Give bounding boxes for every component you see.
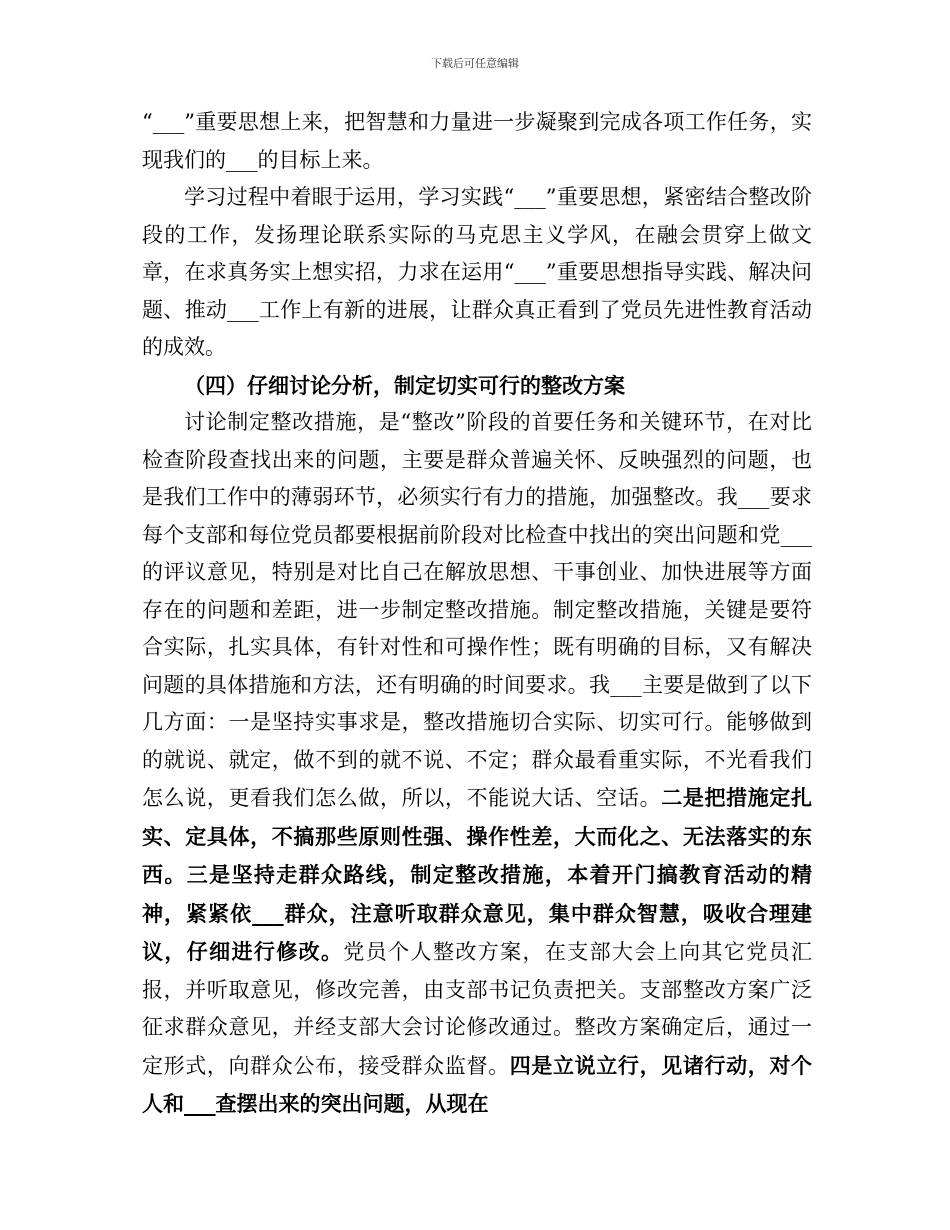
- paragraph-3-bold-a: 二是把措施定扎实、定具体，不搞那些原则性强、操作性差，大而化之、无法落实的东西。三是坚持走群众路线，制定整改措施，本着开门搞教育活动的精神，紧紧依___群众，注意听取群众意见，集中群众智慧，吸收合理建议，仔细进行修改。: [142, 785, 813, 964]
- document-body: [142, 104, 812, 1124]
- paragraph-3-text-b: 党员个人整改方案，在支部大会上向其它党员汇报，并听取意见，修改完善，由支部书记负责把关。支部整改方案广泛征求群众意见，并经支部大会讨论修改通过。整改方案确定后，通过一定形式，向群众公布，接受群众监督。: [142, 940, 813, 1078]
- paragraph-2: 学习过程中着眼于运用，学习实践“___”重要思想，紧密结合整改阶段的工作，发扬理论联系实际的马克思主义学风，在融会贯穿上做文章，在求真务实上想实招，力求在运用“___”重要思想指导实践、解决问题、推动___工作上有新的进展，让群众真正看到了党员先进性教育活动的成效。: [142, 185, 812, 359]
- paragraph-3-text-a: 讨论制定整改措施，是“整改”阶段的首要任务和关键环节，在对比检查阶段查找出来的问题，主要是群众普遍关怀、反映强烈的问题，也是我们工作中的薄弱环节，必须实行有力的措施，加强整改。我___要求每个支部和每位党员都要根据前阶段对比检查中找出的突出问题和党___的评议意见，特别是对比自己在解放思想、干事创业、加快进展等方面存在的问题和差距，进一步制定整改措施。制定整改措施，关键是要符合实际，扎实具体，有针对性和可操作性；既有明确的目标，又有解决问题的具体措施和方法，还有明确的时间要求。我___主要是做到了以下几方面：一是坚持实事求是，整改措施切合实际、切实可行。能够做到的就说、就定，做不到的就不说、不定；群众最看重实际，不光看我们怎么说，更看我们怎么做，所以，不能说大话、空话。: [142, 410, 812, 810]
- paragraph-1: “___”重要思想上来，把智慧和力量进一步凝聚到完成各项工作任务，实现我们的___的目标上来。: [142, 110, 812, 172]
- page-header: 下载后可任意编辑: [431, 57, 519, 70]
- paragraph-3: [142, 404, 812, 1124]
- section-heading-4: （四）仔细讨论分析，制定切实可行的整改方案: [184, 372, 625, 398]
- paragraph-3-bold-b: 四是立说立行，见诸行动，对个人和___查摆出来的突出问题，从现在: [142, 1052, 812, 1116]
